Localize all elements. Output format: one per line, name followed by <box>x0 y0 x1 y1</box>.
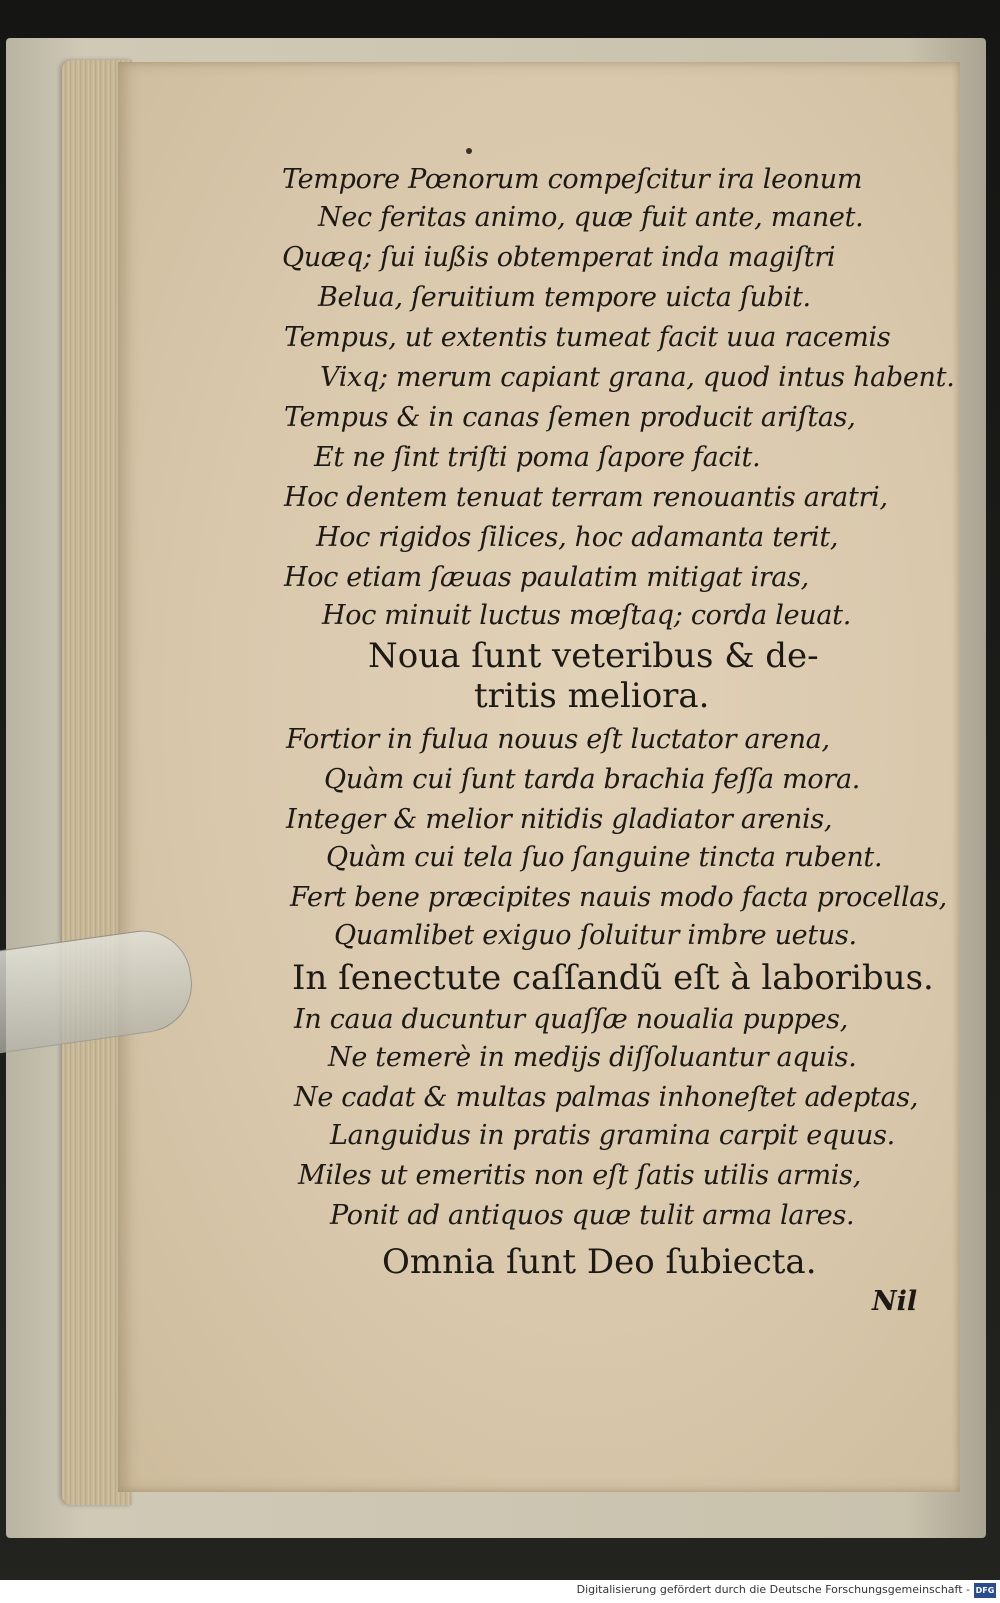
verse-line: Hoc etiam ſæuas paulatim mitigat iras, <box>284 562 809 593</box>
verse-line: Ponit ad antiquos quæ tulit arma lares. <box>330 1200 855 1231</box>
verse-line: Hoc rigidos ſilices, hoc adamanta terit, <box>316 522 839 553</box>
verse-line: Quamlibet exiguo ſoluitur imbre uetus. <box>334 920 857 951</box>
digitization-footer <box>0 1580 1000 1603</box>
verse-line: Quàm cui tela ſuo ſanguine tincta rubent. <box>326 842 883 873</box>
verse-line: Miles ut emeritis non eſt ſatis utilis armis, <box>298 1160 861 1191</box>
verse-line: Nec feritas animo, quæ fuit ante, manet. <box>318 202 864 233</box>
verse-line: Vixq; merum capiant grana, quod intus habent. <box>320 362 955 393</box>
dfg-logo-icon: DFG <box>974 1583 996 1598</box>
verse-line: Hoc minuit luctus mœſtaq; corda leuat. <box>322 600 851 631</box>
verse-line: Fortior in fulua nouus eſt luctator arena, <box>286 724 830 755</box>
verse-line: Integer & melior nitidis gladiator arenis, <box>286 804 833 835</box>
ink-speck <box>466 148 472 154</box>
section-heading: In ſenectute caſſandũ eſt à laboribus. <box>292 958 934 998</box>
verse-line: Tempus & in canas ſemen producit ariſtas, <box>284 402 856 433</box>
section-heading: Noua ſunt veteribus & de- <box>368 636 819 676</box>
verse-line: Et ne ſint triſti poma ſapore facit. <box>314 442 761 473</box>
verse-line: Fert bene præcipites nauis modo facta procellas, <box>290 882 947 913</box>
verse-line: Quæq; ſui iußis obtemperat inda magiſtri <box>282 242 836 273</box>
verse-line: Languidus in pratis gramina carpit equus. <box>330 1120 895 1151</box>
verse-line: Ne cadat & multas palmas inhoneſtet adeptas, <box>294 1082 919 1113</box>
section-heading: Omnia ſunt Deo ſubiecta. <box>382 1242 817 1282</box>
footer-credit: Digitalisierung gefördert durch die Deutsche Forschungsgemeinschaft - <box>576 1583 970 1596</box>
verse-line: Belua, ſeruitium tempore uicta ſubit. <box>318 282 811 313</box>
verse-line: Quàm cui ſunt tarda brachia feſſa mora. <box>324 764 861 795</box>
section-heading: tritis meliora. <box>474 676 710 716</box>
verse-line: In caua ducuntur quaſſæ noualia puppes, <box>294 1004 848 1035</box>
verse-line: Hoc dentem tenuat terram renouantis aratri, <box>284 482 888 513</box>
catchword: Nil <box>872 1286 918 1317</box>
verse-line: Ne temerè in medijs diſſoluantur aquis. <box>328 1042 857 1073</box>
verse-line: Tempore Pœnorum compeſcitur ira leonum <box>282 164 863 195</box>
verse-line: Tempus, ut extentis tumeat facit uua racemis <box>284 322 891 353</box>
